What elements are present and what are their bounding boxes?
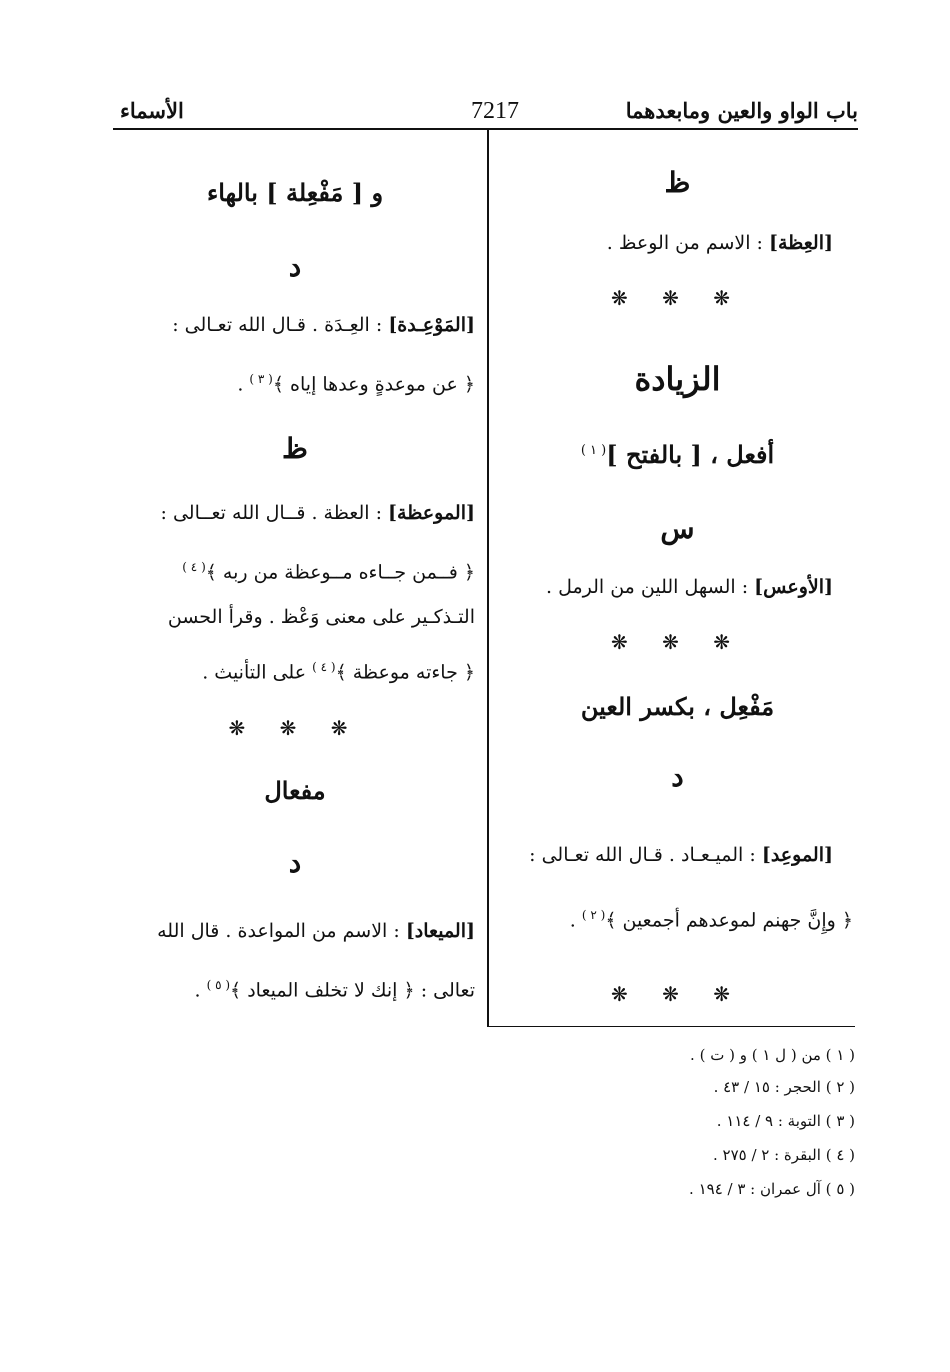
quran-quote: ﴿ وإِنَّ جهنم لموعدهم أجمعين ﴾: [605, 909, 853, 932]
entry-text: : الميـعـاد . قـال الله تعـالى :: [529, 844, 756, 866]
subtitle: [500, 440, 855, 469]
footnote: ( ٢ ) الحجر : ١٥ / ٤٣ .: [713, 1078, 855, 1096]
footnote-ref: ( ١ ): [580, 443, 607, 458]
header-rule: [113, 128, 858, 130]
section-separator: ❋ ❋ ❋: [228, 716, 362, 740]
quran-quote: ﴿ عن موعدةٍ وعدها إياه ﴾: [272, 373, 475, 396]
footnote: ( ١ ) من ( ل ١ ) و ( ت ) .: [690, 1046, 855, 1064]
entry-label: [الأوعس]: [754, 576, 833, 598]
entry-text: تعالى :: [420, 979, 475, 1002]
footnote-ref: ( ٢ ): [581, 908, 606, 922]
subtitle-text: أفعل ، [ بالفتح ]: [606, 440, 775, 469]
quran-quote: ﴿ فــمن جــاءه مــوعظة من ربه ﴾: [205, 561, 475, 584]
entry-label: [العِظة]: [769, 232, 833, 254]
section-separator: ❋ ❋ ❋: [611, 630, 744, 654]
letter-heading: ظ: [664, 166, 691, 199]
letter-heading: د: [288, 846, 302, 879]
section-separator: ❋ ❋ ❋: [611, 982, 744, 1006]
quran-quote: ﴿ إنك لا تخلف الميعاد ﴾: [230, 979, 415, 1002]
quran-quote-line: ﴿ وإِنَّ جهنم لموعدهم أجمعين ﴾$^{( ٢ )}$ .: [569, 908, 853, 932]
footnote-rule: [487, 1026, 855, 1027]
footnote-ref: ( ٥ ): [206, 978, 231, 992]
quran-quote: ﴿ جاءته موعظة ﴾: [335, 661, 475, 684]
footnote: ( ٤ ) البقرة : ٢ / ٢٧٥ .: [712, 1146, 855, 1164]
letter-heading: ظ: [282, 432, 308, 465]
letter-heading: س: [660, 512, 695, 545]
quran-quote-line: [182, 560, 475, 583]
entry-line: [157, 920, 475, 942]
quran-quote-line: ﴿ عن موعدةٍ وعدها إياه ﴾$^{( ٣ )}$ .: [237, 372, 475, 396]
entry-line: [172, 314, 475, 336]
entry-label: [المَوْعِـدة]: [388, 314, 475, 336]
quran-quote-line: تعالى : ﴿ إنك لا تخلف الميعاد ﴾$^{( ٥ )}$ .: [194, 978, 475, 1002]
entry-label: [الموعِد]: [761, 844, 833, 866]
entry-label: [الموعظة]: [388, 502, 475, 524]
quran-quote-line: [202, 660, 475, 683]
section-title: الزيادة: [634, 360, 721, 398]
subtitle: مَفْعِل ، بكسر العين: [580, 692, 775, 721]
entry-line: التـذكـير على معنى وَعْظ . وقرأ الحسن: [167, 606, 475, 628]
running-head-section: باب الواو والعين ومابعدهما: [625, 98, 858, 123]
letter-heading: د: [288, 250, 302, 283]
entry-line: [161, 502, 475, 524]
footnote-ref: ( ٤ ): [312, 660, 336, 674]
entry-text: : الاسم من الوعظ .: [606, 232, 763, 254]
footnote-ref: ( ٤ ): [182, 560, 206, 574]
column-divider: [487, 130, 489, 1027]
entry-line: [546, 576, 833, 598]
running-head-title: الأسماء: [120, 98, 184, 123]
entry-text: : العظة . قــال الله تعــالى :: [160, 502, 382, 524]
subtitle: مفعال: [264, 776, 326, 805]
entry-text: : السهل اللين من الرمل .: [545, 576, 749, 598]
footnote: ( ٣ ) التوبة : ٩ / ١١٤ .: [716, 1112, 855, 1130]
footnote-ref: ( ٣ ): [249, 372, 273, 386]
entry-label: [الميعاد]: [405, 920, 475, 942]
entry-text: على التأنيث .: [202, 661, 307, 684]
entry-text: : العِـدَة . قـال الله تعـالى :: [172, 314, 383, 336]
page-number: 7217: [471, 98, 519, 124]
entry-text: : الاسم من المواعدة . قال الله: [157, 920, 400, 942]
letter-heading: د: [671, 760, 684, 793]
entry-line: [529, 844, 833, 866]
subtitle: و [ مَفْعِلة ] بالهاء: [206, 178, 384, 207]
section-separator: ❋ ❋ ❋: [611, 286, 744, 310]
entry-line: [607, 232, 833, 254]
footnote: ( ٥ ) آل عمران : ٣ / ١٩٤ .: [689, 1180, 855, 1198]
